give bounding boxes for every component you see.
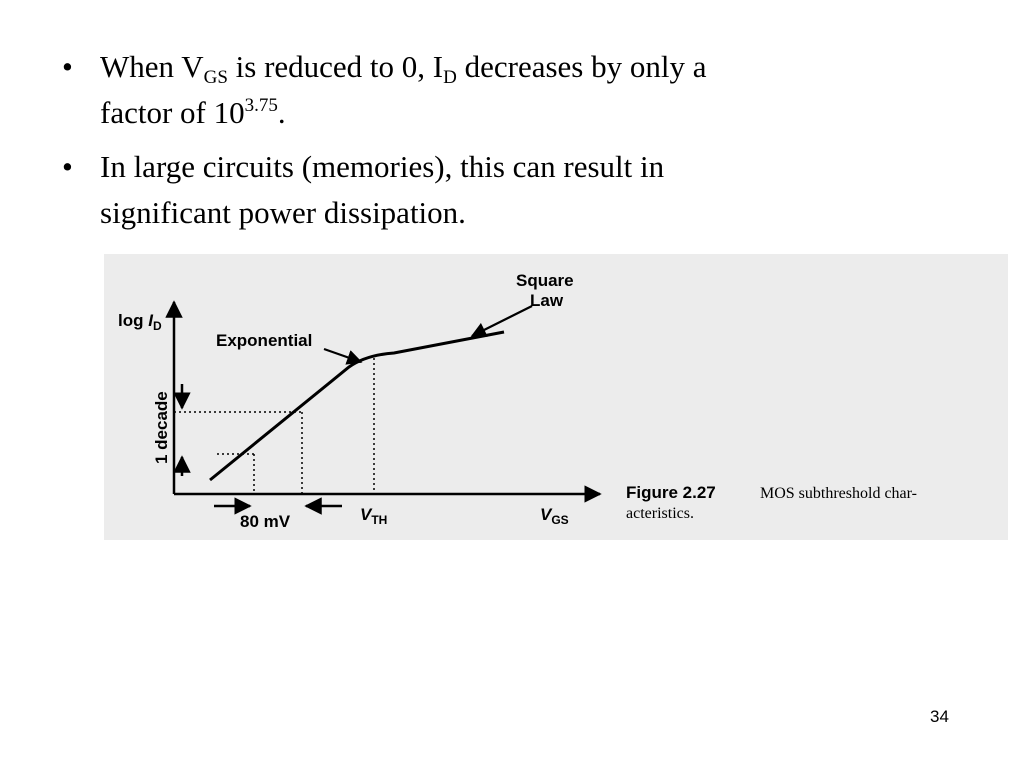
figure-caption-line2: acteristics. [626, 505, 694, 522]
figure-caption-line1: MOS subthreshold char- [760, 485, 917, 502]
figure-svg [104, 254, 1008, 540]
vth-label: $V_{TH}$ [360, 505, 388, 527]
exponential-label: Exponential [216, 331, 313, 350]
bullet-2-text: In large circuits (memories), this can result in significant power dissipation. [100, 149, 665, 230]
bullet-list [62, 44, 962, 244]
decade-label: 1 decade [152, 391, 171, 464]
figure-caption-number: Figure 2.27 [626, 483, 716, 502]
page-number: 34 [930, 707, 949, 726]
bullet-1 [62, 44, 962, 136]
bullet-2 [62, 144, 962, 236]
bullet-1-text: When $V_{GS}$ is reduced to 0, $I_D$ decreases by only a factor of $10^{3.75}$. [100, 49, 707, 130]
square-law-label-line1: Square [516, 271, 574, 290]
bullet-marker: • [62, 149, 73, 184]
mv-label: 80 mV [240, 512, 291, 531]
vgs-label: $V_{GS}$ [540, 505, 569, 527]
subthreshold-figure [104, 254, 1008, 540]
bullet-marker: • [62, 49, 73, 84]
square-law-label-line2: Law [530, 291, 564, 310]
y-axis-label: $\log I_D$ [118, 311, 162, 333]
